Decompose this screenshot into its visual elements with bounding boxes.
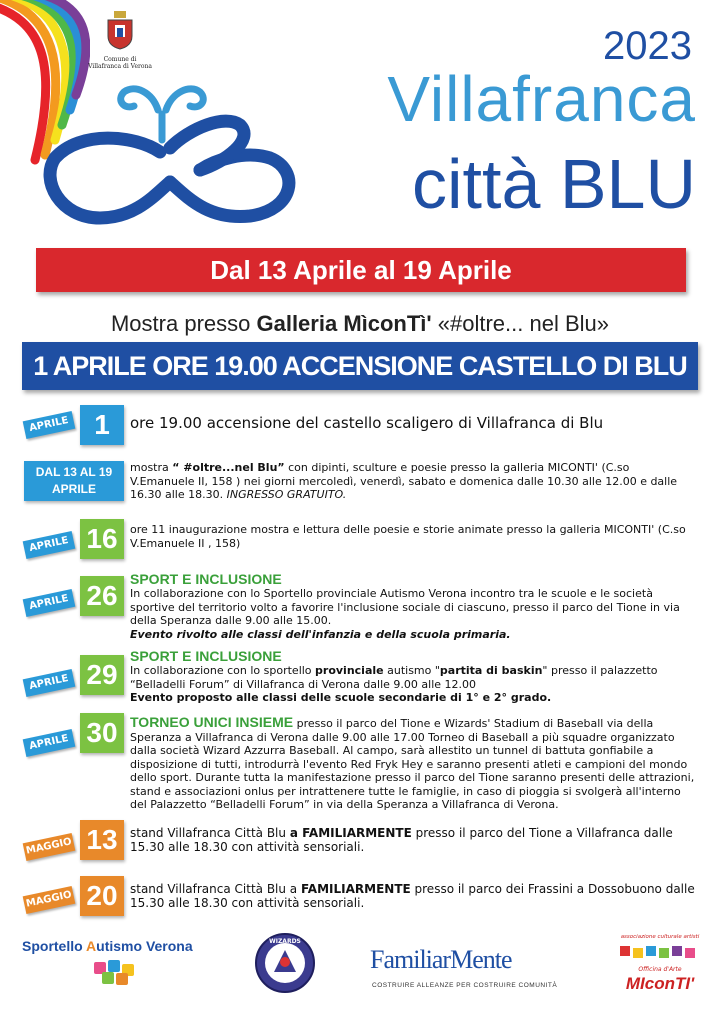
sportello-initial: A	[86, 938, 97, 954]
month-tag: APRILE	[23, 589, 76, 617]
day-badge: 20	[80, 876, 124, 916]
citta-blu-title: città BLU	[412, 145, 696, 223]
event-note: Evento rivolto alle classi dell'infanzia e della scuola primaria.	[130, 627, 511, 641]
event-text-part: In collaborazione con lo sportello	[130, 664, 316, 677]
event-note: Evento proposto alle classi delle scuole secondarie di 1° e 2° grado.	[130, 691, 552, 704]
wizards-baseball-logo-icon	[254, 932, 316, 994]
event-text-part: presso il parco del Tione a Villafranca dalle 15.30 alle 18.30 con attività sensoriali.	[130, 826, 673, 854]
event-block	[130, 715, 695, 812]
sportello-autismo-logo	[22, 938, 193, 954]
castle-lighting-banner: 1 APRILE ORE 19.00 ACCENSIONE CASTELLO DI BLU	[22, 342, 698, 390]
day-badge: 16	[80, 519, 124, 559]
miconti-association: associazione culturale artisti	[620, 934, 700, 940]
event-text-part: provinciale	[315, 664, 384, 677]
event-text-part: " presso il palazzetto “Belladelli Forum” di Villafranca di Verona dalle 9.00 alle 12.00	[130, 664, 658, 691]
comune-label	[80, 56, 160, 70]
day-badge: 29	[80, 655, 124, 695]
exhibit-prefix: Mostra presso	[110, 311, 257, 336]
free-entry-note: INGRESSO GRATUITO.	[226, 488, 347, 501]
puzzle-icon	[92, 958, 138, 986]
event-text: ore 19.00 accensione del castello scaligero di Villafranca di Blu	[130, 414, 604, 432]
event-text: ore 11 inaugurazione mostra e lettura delle poesie e storie animate presso la galleria MICONTI' (C.so V.Emanuele II , 158)	[130, 523, 686, 550]
event-text: presso il parco del Tione e Wizards' Stadium di Baseball via della Speranza a Villafranca di Verona dalle 9.00 alle 17.00 Torneo di Baseball a più squadre organizzato dalla società Wizard Azzurra Baseball. Al campo, sarà allestito un tunnel di battuta gonfiabile a disposizione di tutti, introdurrà l'evento Red Fryk Hey e saranno presenti atleti e campioni del mondo dello sport. Durante tutta la manifestazione presso il parco del Tione saranno presenti delle attrazioni, stand e associazioni onlus per intrattenere tutte le famiglie, in caso di pioggia si svolgerà all'interno del Palazzetto “Belladelli Forum” in via della Speranza a Villafranca di Verona.	[130, 717, 695, 811]
event-text	[130, 664, 695, 691]
wizards-label: WIZARDS	[269, 938, 301, 945]
range-line1: DAL 13 AL 19	[35, 465, 113, 479]
butterfly-logo-icon	[40, 70, 322, 230]
day-badge: 26	[80, 576, 124, 616]
date-range-badge	[24, 461, 124, 501]
event-text-part: presso il parco dei Frassini a Dossobuono dalle 15.30 alle 18.30 con attività sensoriali.	[130, 882, 695, 910]
sportello-word: Sportello	[22, 938, 87, 954]
exhibit-gallery: Galleria MìconTì'	[256, 311, 432, 336]
town-title: Villafranca	[387, 63, 696, 135]
event-text	[130, 882, 695, 910]
miconti-color-squares-icon	[618, 944, 702, 960]
month-tag: APRILE	[23, 729, 76, 757]
sportello-rest: utismo Verona	[96, 938, 193, 954]
month-tag: APRILE	[23, 669, 76, 697]
event-text: In collaborazione con lo Sportello provinciale Autismo Verona incontro tra le scuole e le società sportive del territorio volto a favorire l'inclusione sociale di ciascuno, presso il parco del Tione in via della Speranza dalle 9.00 alle 15.00.	[130, 587, 680, 627]
event-text-part: con dipinti, sculture e poesie presso la galleria MICONTI' (C.so V.Emanuele II, 158 ) nei giorni mercoledì, venerdì, sabato e domenica dalle 10.30 alle 12.00 e dalle 16.30 alle 18.30.	[130, 461, 678, 501]
month-tag: APRILE	[23, 411, 76, 439]
comune-line2: Villafranca di Verona	[88, 63, 152, 70]
month-tag: MAGGIO	[23, 886, 76, 914]
event-heading: SPORT E INCLUSIONE	[130, 571, 282, 587]
range-line2: APRILE	[51, 482, 96, 496]
event-block	[130, 649, 695, 705]
event-text-part: autismo "	[383, 664, 440, 677]
event-heading: SPORT E INCLUSIONE	[130, 648, 282, 664]
event-heading: TORNEO UNICI INSIEME	[130, 714, 294, 730]
event-text	[130, 461, 695, 502]
miconti-logo: MIconTI'	[625, 974, 695, 993]
day-badge: 1	[80, 405, 124, 445]
month-tag: MAGGIO	[23, 833, 76, 861]
familiarmente-tagline: COSTRUIRE ALLEANZE PER COSTRUIRE COMUNITÀ	[372, 982, 558, 989]
event-text-part: mostra	[130, 461, 173, 474]
familiarmente-logo: FamiliarMente	[370, 945, 512, 974]
event-text-part: FAMILIARMENTE	[300, 882, 411, 896]
event-text	[130, 826, 695, 854]
exhibit-suffix: «#oltre... nel Blu»	[431, 311, 609, 336]
day-badge: 13	[80, 820, 124, 860]
baskin-match: partita di baskin	[439, 664, 543, 677]
comune-line1: Comune di	[103, 56, 137, 63]
event-block	[130, 572, 695, 641]
month-tag: APRILE	[23, 531, 76, 559]
dates-banner: Dal 13 Aprile al 19 Aprile	[36, 248, 686, 292]
day-badge: 30	[80, 713, 124, 753]
event-text-part: stand Villafranca Città Blu	[130, 826, 290, 840]
year-title: 2023	[603, 24, 692, 68]
event-text-part: a FAMILIARMENTE	[289, 826, 412, 840]
event-text-part: stand Villafranca Città Blu a	[130, 882, 301, 896]
comune-crest-icon	[105, 10, 135, 50]
miconti-officina: Officina d'Arte	[638, 966, 682, 973]
exhibit-line	[0, 311, 720, 337]
exhibit-title: “ #oltre...nel Blu”	[172, 461, 285, 474]
